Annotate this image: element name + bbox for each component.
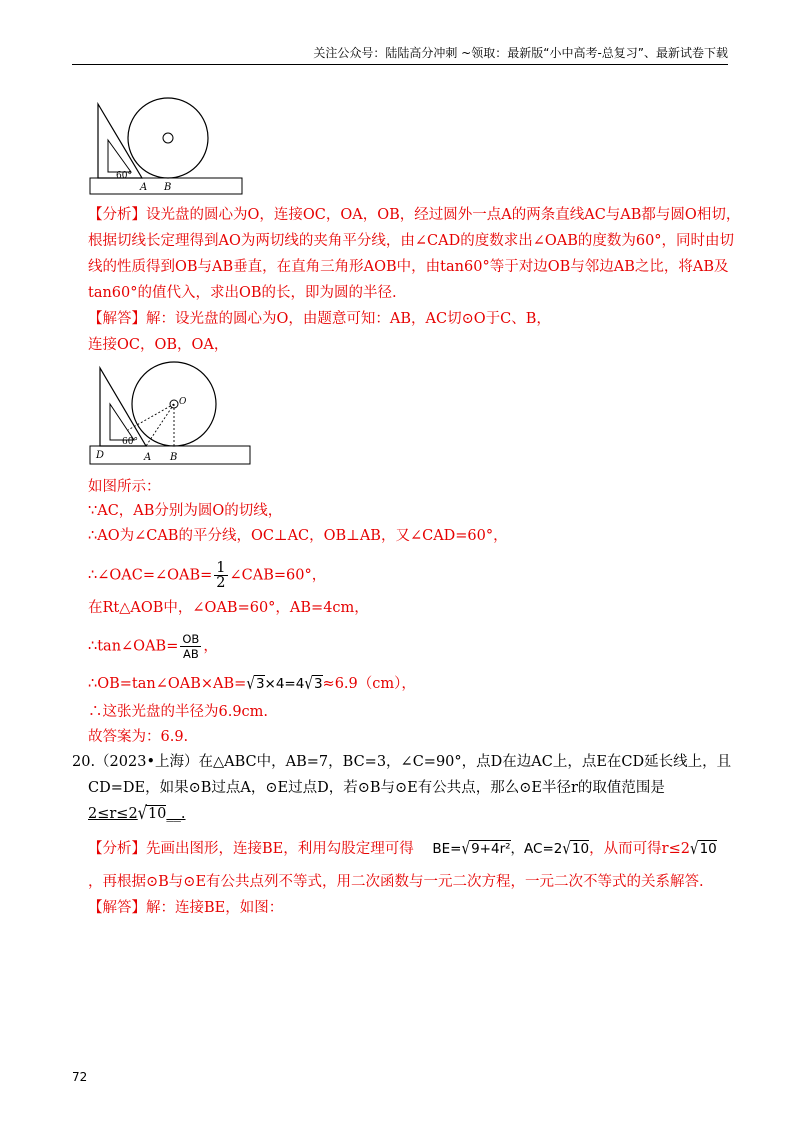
page-header: 关注公众号：陆陆高分冲刺 ~领取：最新版“小中高考-总复习”、最新试卷下载 (72, 44, 728, 65)
analysis1-line4: tan60°的值代入，求出OB的长，即为圆的半径. (88, 285, 397, 301)
figure-disc-tangent-2 (88, 360, 258, 472)
point-o-label: O (179, 397, 187, 407)
analysis1-line2: 根据切线长定理得到AO为两切线的夹角平分线，由∠CAD的度数求出∠OAB的度数为60°，同时由切 (88, 233, 735, 249)
disc (128, 98, 208, 178)
solution1-line9: ∴OB=tan∠OAB×AB=√3×4=4√3≈6.9（cm）， (88, 674, 416, 694)
q20-line1: 20.（2023•上海）在△ABC中，AB=7，BC=3，∠C=90°，点D在边AC上，点E在CD延长线上，且 (72, 754, 732, 770)
solution1-line10: ∴这张光盘的半径为6.9cm. (88, 704, 269, 720)
analysis2-line1: 【分析】先画出图形，连接BE，利用勾股定理可得 BE=√9+4r²，AC=2√10，从而可得r≤2√10 (88, 839, 717, 859)
answer1: 故答案为：6.9. (88, 729, 189, 745)
set-square-inner (108, 140, 131, 172)
disc-hole (163, 133, 173, 143)
solution1-line8: ∴tan∠OAB= $\frac{OB}{AB}$ ， (88, 632, 218, 661)
solution1-line5: ∴AO为∠CAB的平分线，OC⊥AC，OB⊥AB，又∠CAD=60°， (88, 528, 508, 544)
figure-disc-tangent-1 (88, 94, 248, 198)
solution1-line4: ∵AC，AB分别为圆O的切线， (88, 503, 283, 519)
point-b-label: B (170, 452, 178, 463)
solution1-line2: 连接OC，OB，OA， (88, 337, 229, 353)
solution1-line7: 在Rt△AOB中，∠OAB=60°，AB=4cm， (88, 600, 369, 616)
solution1-line3: 如图所示： (88, 479, 161, 495)
analysis1-line1: 【分析】设光盘的圆心为O，连接OC，OA，OB，经过圆外一点A的两条直线AC与AB都与圆O相切， (88, 207, 741, 223)
segment-oc (128, 404, 174, 430)
analysis2-line2: ，再根据⊙B与⊙E有公共点列不等式，用二次函数与一元二次方程，一元二次不等式的关系解答. (88, 874, 704, 890)
solution2-line1: 【解答】解：连接BE，如图： (88, 900, 284, 916)
page-number: 72 (72, 1070, 88, 1084)
angle-label: 60° (122, 437, 138, 447)
q20-answer: 2≤r≤2√10__. (88, 804, 186, 824)
point-a-label: A (144, 452, 152, 463)
point-a-label: A (140, 182, 148, 193)
solution1-line1: 【解答】解：设光盘的圆心为O，由题意可知：AB，AC切⊙O于C、B， (88, 311, 551, 327)
point-b-label: B (164, 182, 172, 193)
angle-label: 60° (116, 171, 132, 181)
analysis1-line3: 线的性质得到OB与AB垂直，在直角三角形AOB中，由tan60°等于对边OB与邻边AB之比，将AB及 (88, 259, 729, 275)
solution1-line6: ∴∠OAC=∠OAB= $\frac{1}{2}$ ∠CAB=60°， (88, 560, 327, 591)
segment-oa (146, 404, 174, 446)
point-d-label: D (96, 450, 105, 461)
set-square-inner (110, 404, 134, 440)
q20-line2: CD=DE，如果⊙B过点A，⊙E过点D，若⊙B与⊙E有公共点，那么⊙E半径r的取值范围是 (88, 780, 665, 796)
